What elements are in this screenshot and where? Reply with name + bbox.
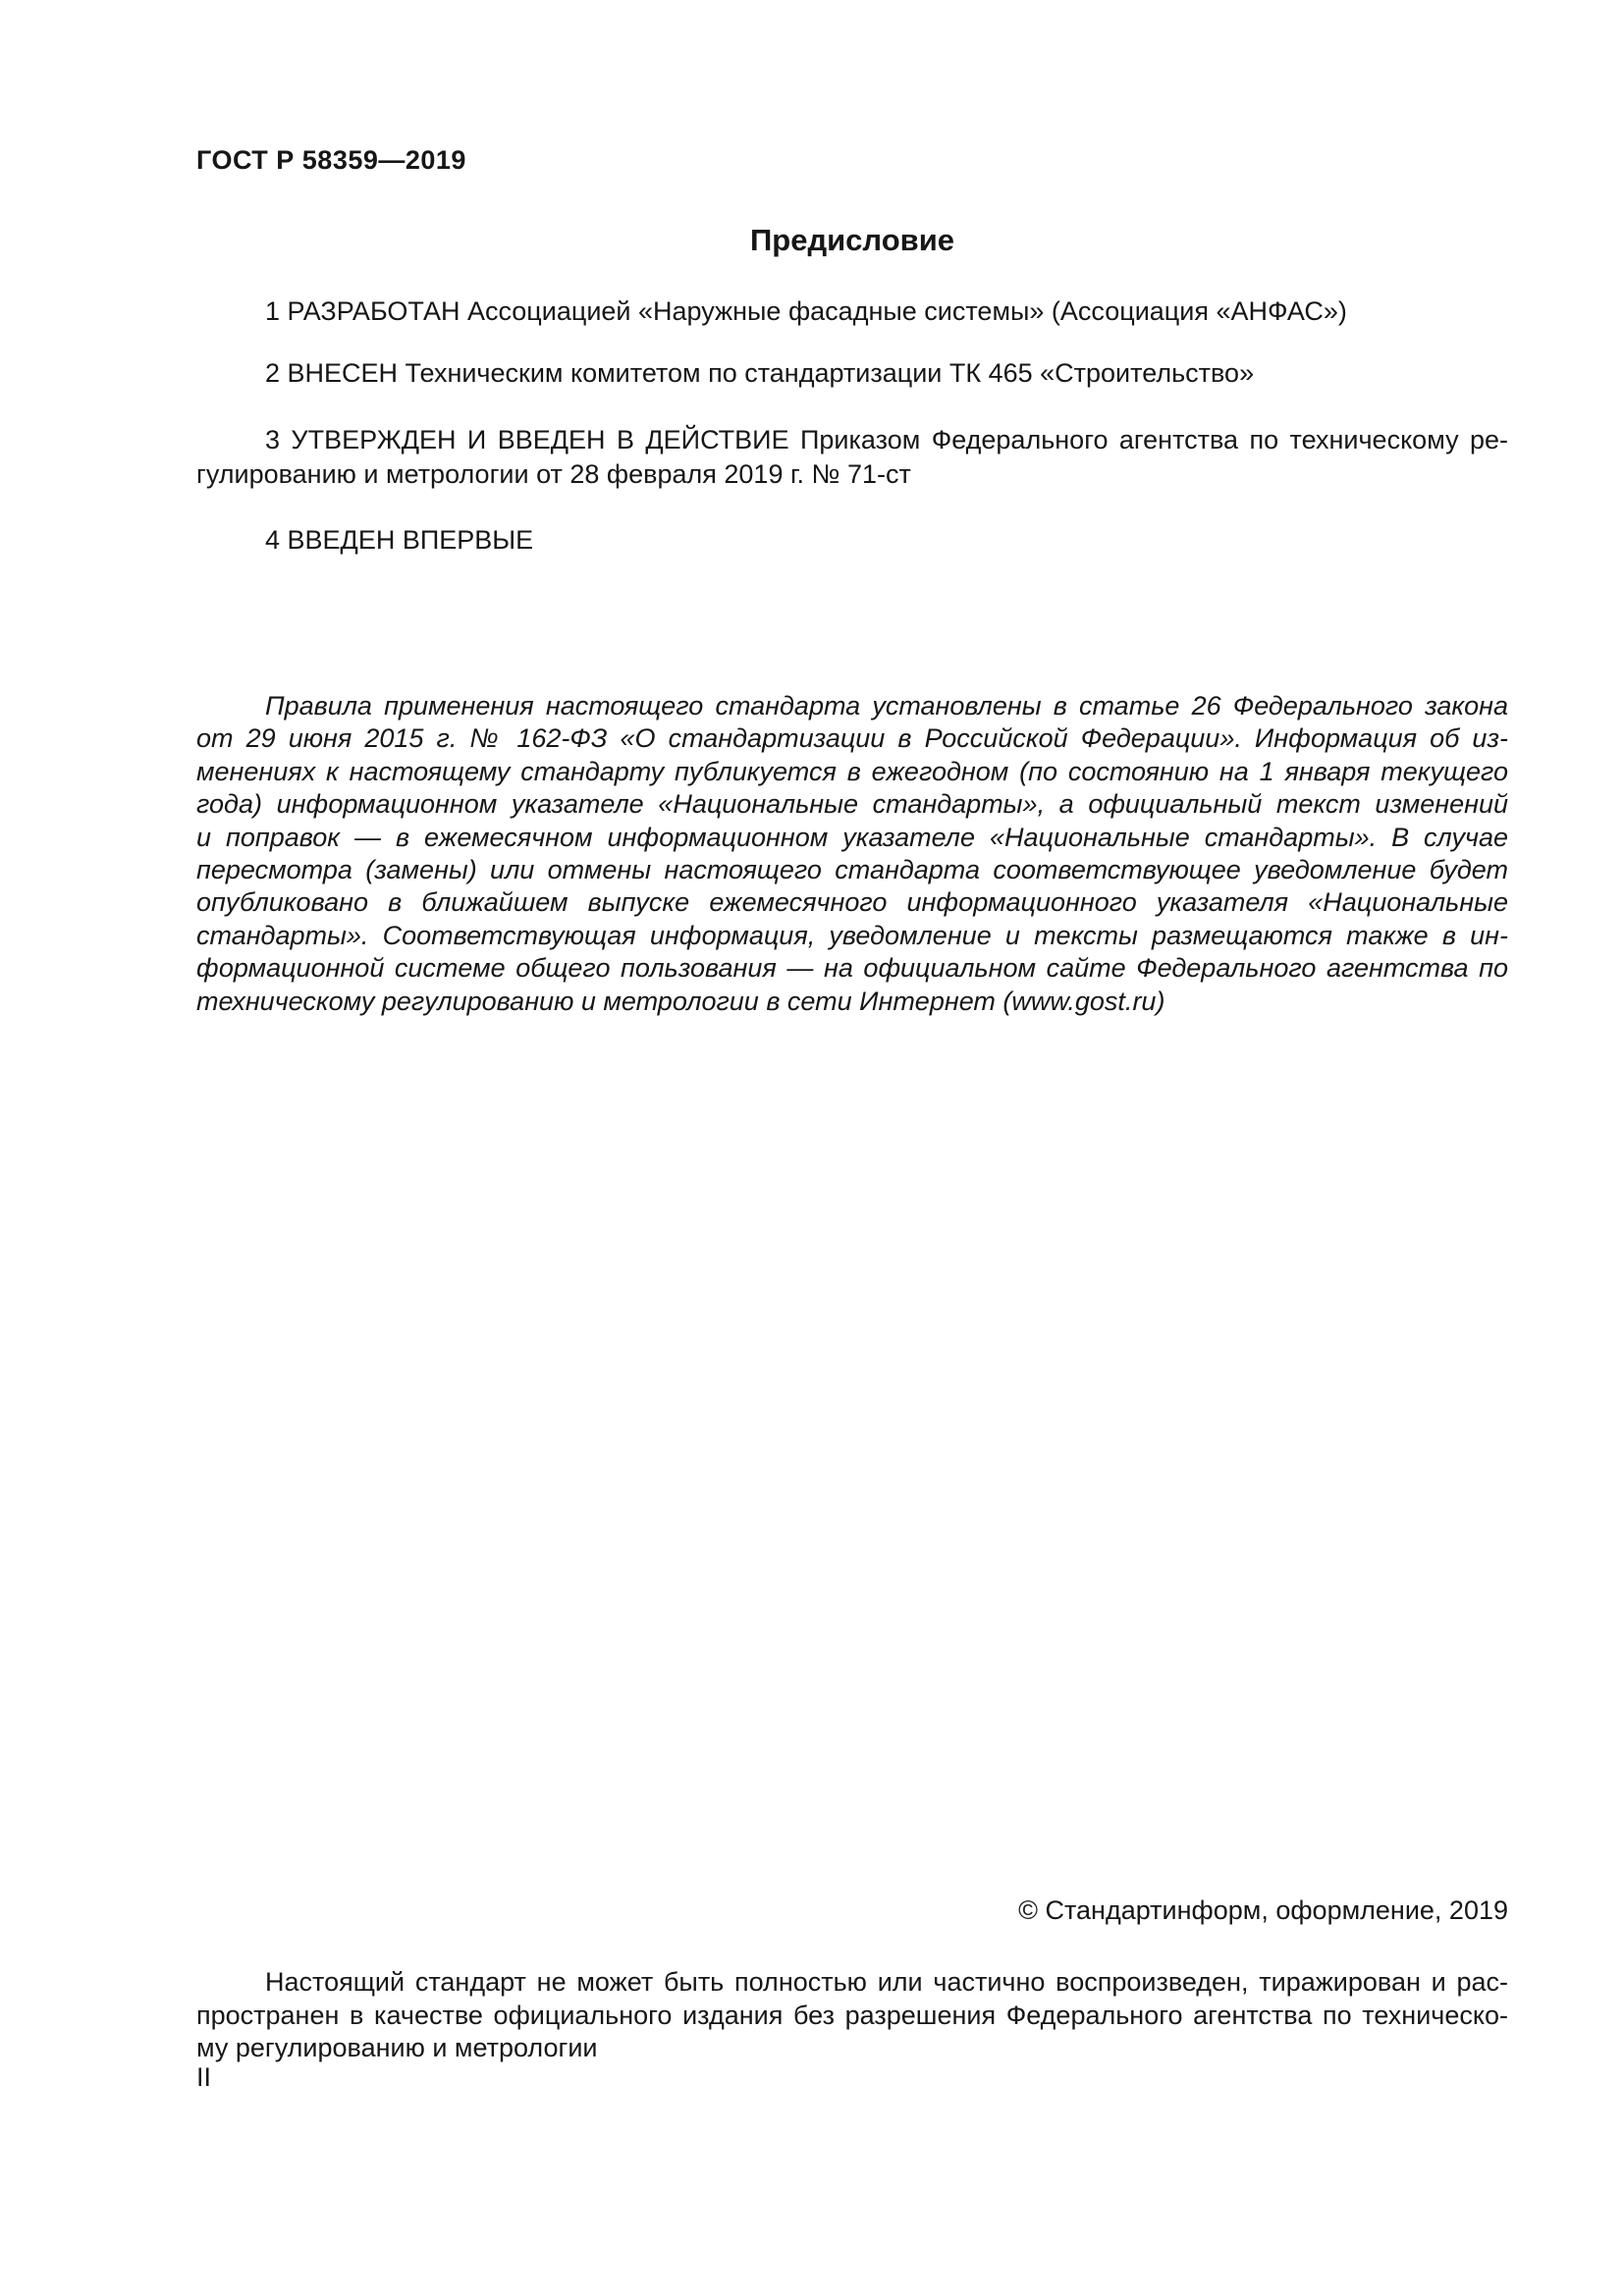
foreword-item-4: 4 ВВЕДЕН ВПЕРВЫЕ (265, 525, 534, 555)
application-rules-line-2: от 29 июня 2015 г. № 162-ФЗ «О стандартизации в Российской Федерации». Информация об из- (196, 723, 1508, 754)
application-rules-line-1: Правила применения настоящего стандарта установлены в статье 26 Федерального закона (265, 691, 1508, 721)
reproduction-notice-line-2: пространен в качестве официального издания без разрешения Федерального агентства по техническо- (196, 2000, 1508, 2030)
page-number: II (196, 2062, 212, 2092)
foreword-section (196, 294, 1508, 558)
application-rules-paragraph (196, 690, 1508, 1018)
foreword-item-3-line-1: 3 УТВЕРЖДЕН И ВВЕДЕН В ДЕЙСТВИЕ Приказом Федерального агентства по техническому ре- (265, 425, 1508, 454)
reproduction-notice (196, 1966, 1508, 2065)
application-rules-line-7: опубликовано в ближайшем выпуске ежемесячного информационного указателя «Национальные (196, 887, 1508, 918)
application-rules-line-4: года) информационном указателе «Национальные стандарты», а официальный текст изменений (196, 789, 1508, 820)
reproduction-notice-line-3: му регулированию и метрологии (196, 2033, 598, 2062)
application-rules-line-9: формационной системе общего пользования — на официальном сайте Федерального агентства по (196, 953, 1508, 984)
application-rules-line-6: пересмотра (замены) или отмены настоящего стандарта соответствующее уведомление будет (196, 855, 1508, 885)
foreword-item-3-line-2: гулированию и метрологии от 28 февраля 2019 г. № 71-ст (196, 459, 911, 489)
page-title: Предисловие (749, 223, 954, 257)
application-rules-line-8: стандарты». Соответствующая информация, уведомление и тексты размещаются также в ин- (196, 920, 1508, 950)
foreword-item-1: 1 РАЗРАБОТАН Ассоциацией «Наружные фасадные системы» (Ассоциация «АНФАС») (265, 296, 1347, 326)
application-rules-line-3: менениях к настоящему стандарту публикуется в ежегодном (по состоянию на 1 января текущего (196, 756, 1508, 786)
copyright-notice: © Стандартинформ, оформление, 2019 (1018, 1896, 1508, 1925)
document-code: ГОСТ Р 58359—2019 (196, 145, 466, 175)
application-rules-line-10: техническому регулированию и метрологии в сети Интернет (www.gost.ru) (196, 986, 1165, 1016)
foreword-item-2: 2 ВНЕСЕН Техническим комитетом по стандартизации ТК 465 «Строительство» (265, 358, 1255, 388)
application-rules-line-5: и поправок — в ежемесячном информационном указателе «Национальные стандарты». В случае (196, 822, 1508, 852)
reproduction-notice-line-1: Настоящий стандарт не может быть полностью или частично воспроизведен, тиражирован и рас- (265, 1967, 1508, 1997)
